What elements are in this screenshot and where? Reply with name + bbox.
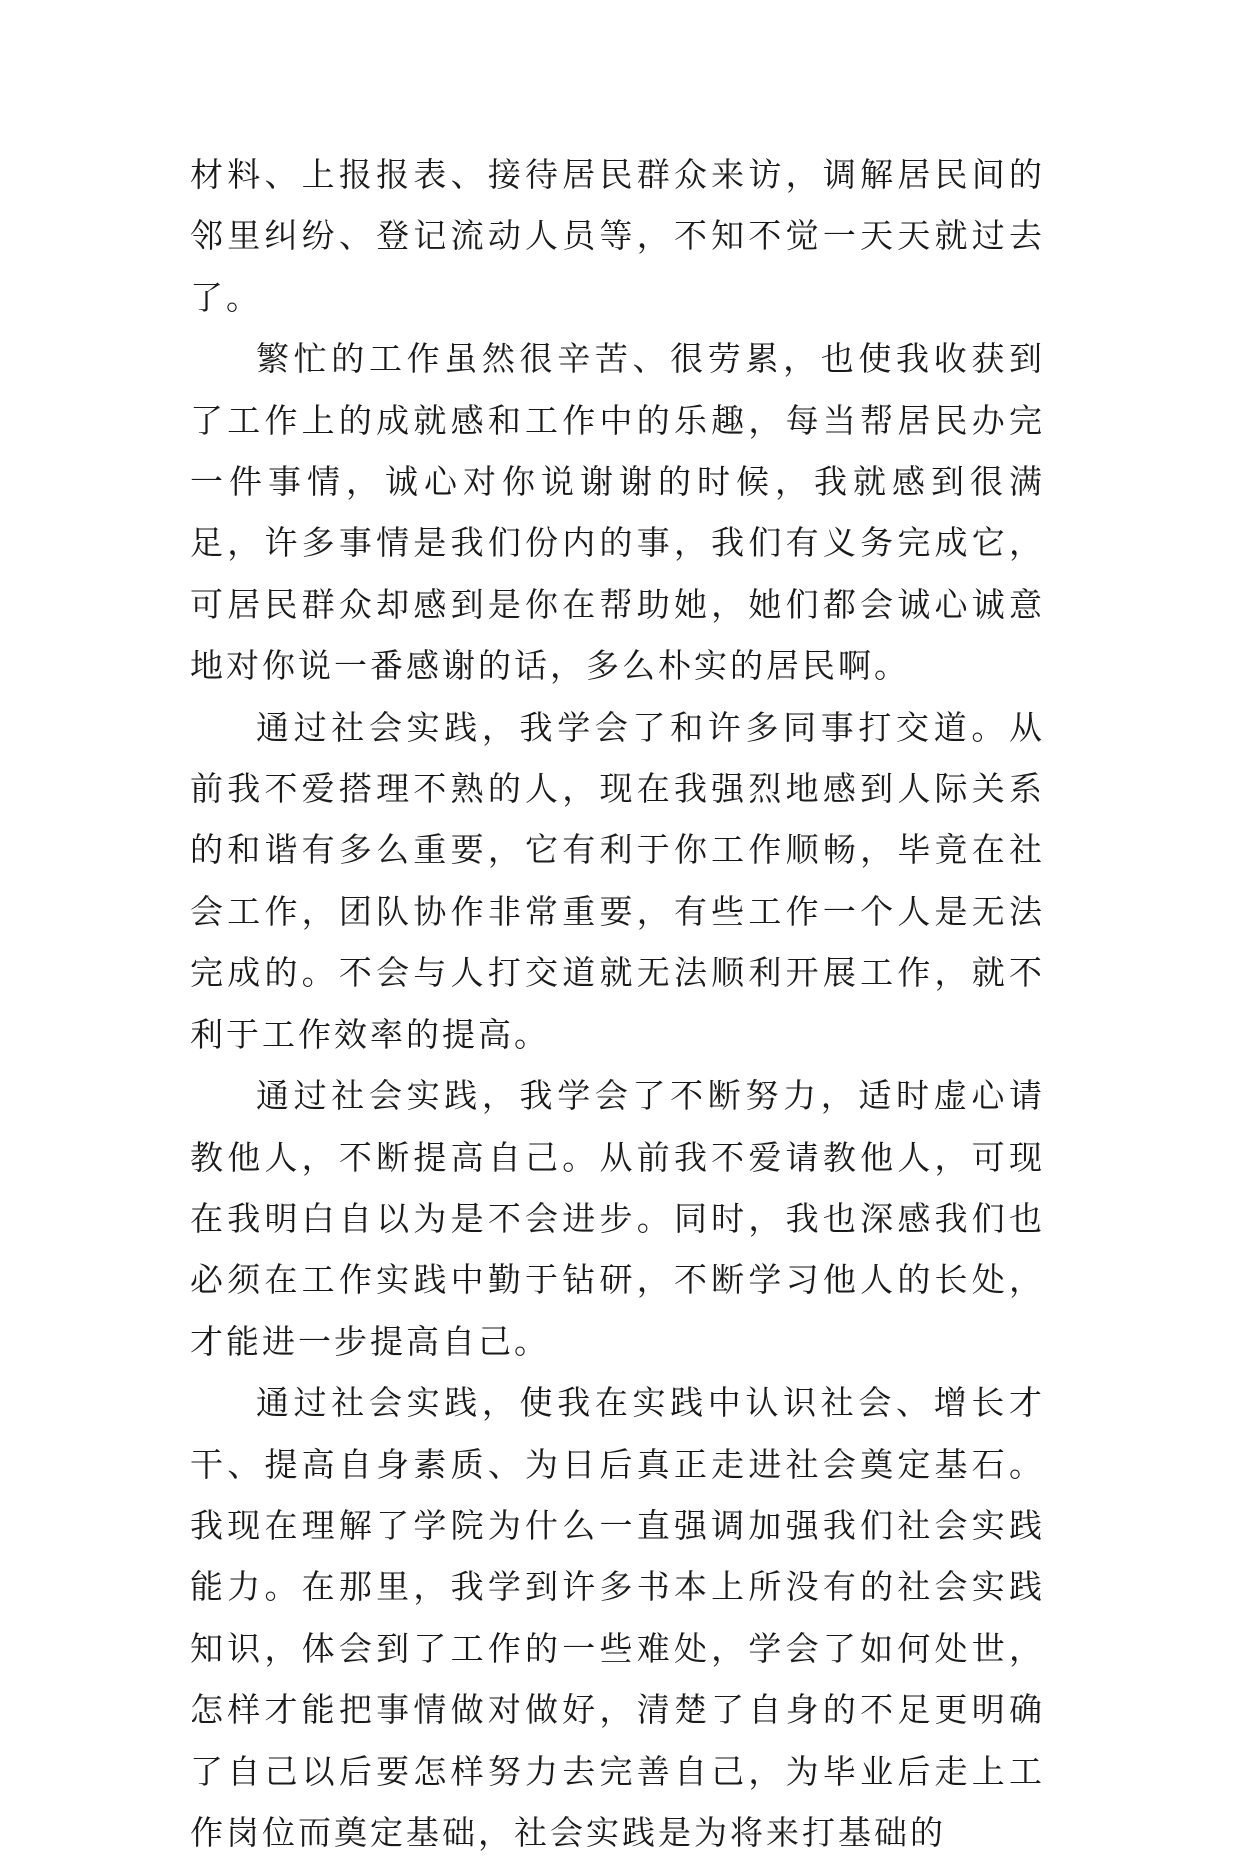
- paragraph-colleagues: 通过社会实践，我学会了和许多同事打交道。从前我不爱搭理不熟的人，现在我强烈地感到人际关系的和谐有多么重要，它有利于你工作顺畅，毕竟在社会工作，团队协作非常重要，有些工作一个人是无法完成的。不会与人打交道就无法顺利开展工作，就不利于工作效率的提高。: [190, 707, 1045, 1054]
- paragraph-social-practice: 通过社会实践，使我在实践中认识社会、增长才干、提高自身素质、为日后真正走进社会奠定基石。我现在理解了学院为什么一直强调加强我们社会实践能力。在那里，我学到许多书本上所没有的社会实践知识，体会到了工作的一些难处，学会了如何处世，怎样才能把事情做对做好，清楚了自身的不足更明确了自己以后要怎样努力去完善自己，为毕业后走上工作岗位而奠定基础，社会实践是为将来打基础的: [190, 1383, 1045, 1852]
- paragraph-work-rewards: 繁忙的工作虽然很辛苦、很劳累，也使我收获到了工作上的成就感和工作中的乐趣，每当帮居民办完一件事情，诚心对你说谢谢的时候，我就感到很满足，许多事情是我们份内的事，我们有义务完成它，可居民群众却感到是你在帮助她，她们都会诚心诚意地对你说一番感谢的话，多么朴实的居民啊。: [190, 339, 1045, 686]
- paragraph-learning: 通过社会实践，我学会了不断努力，适时虚心请教他人，不断提高自己。从前我不爱请教他人，可现在我明白自以为是不会进步。同时，我也深感我们也必须在工作实践中勤于钻研，不断学习他人的长处，才能进一步提高自己。: [190, 1076, 1045, 1361]
- paragraph-continuation: 材料、上报报表、接待居民群众来访，调解居民间的邻里纠纷、登记流动人员等，不知不觉一天天就过去了。: [190, 155, 1045, 317]
- document-body: [190, 144, 1045, 1863]
